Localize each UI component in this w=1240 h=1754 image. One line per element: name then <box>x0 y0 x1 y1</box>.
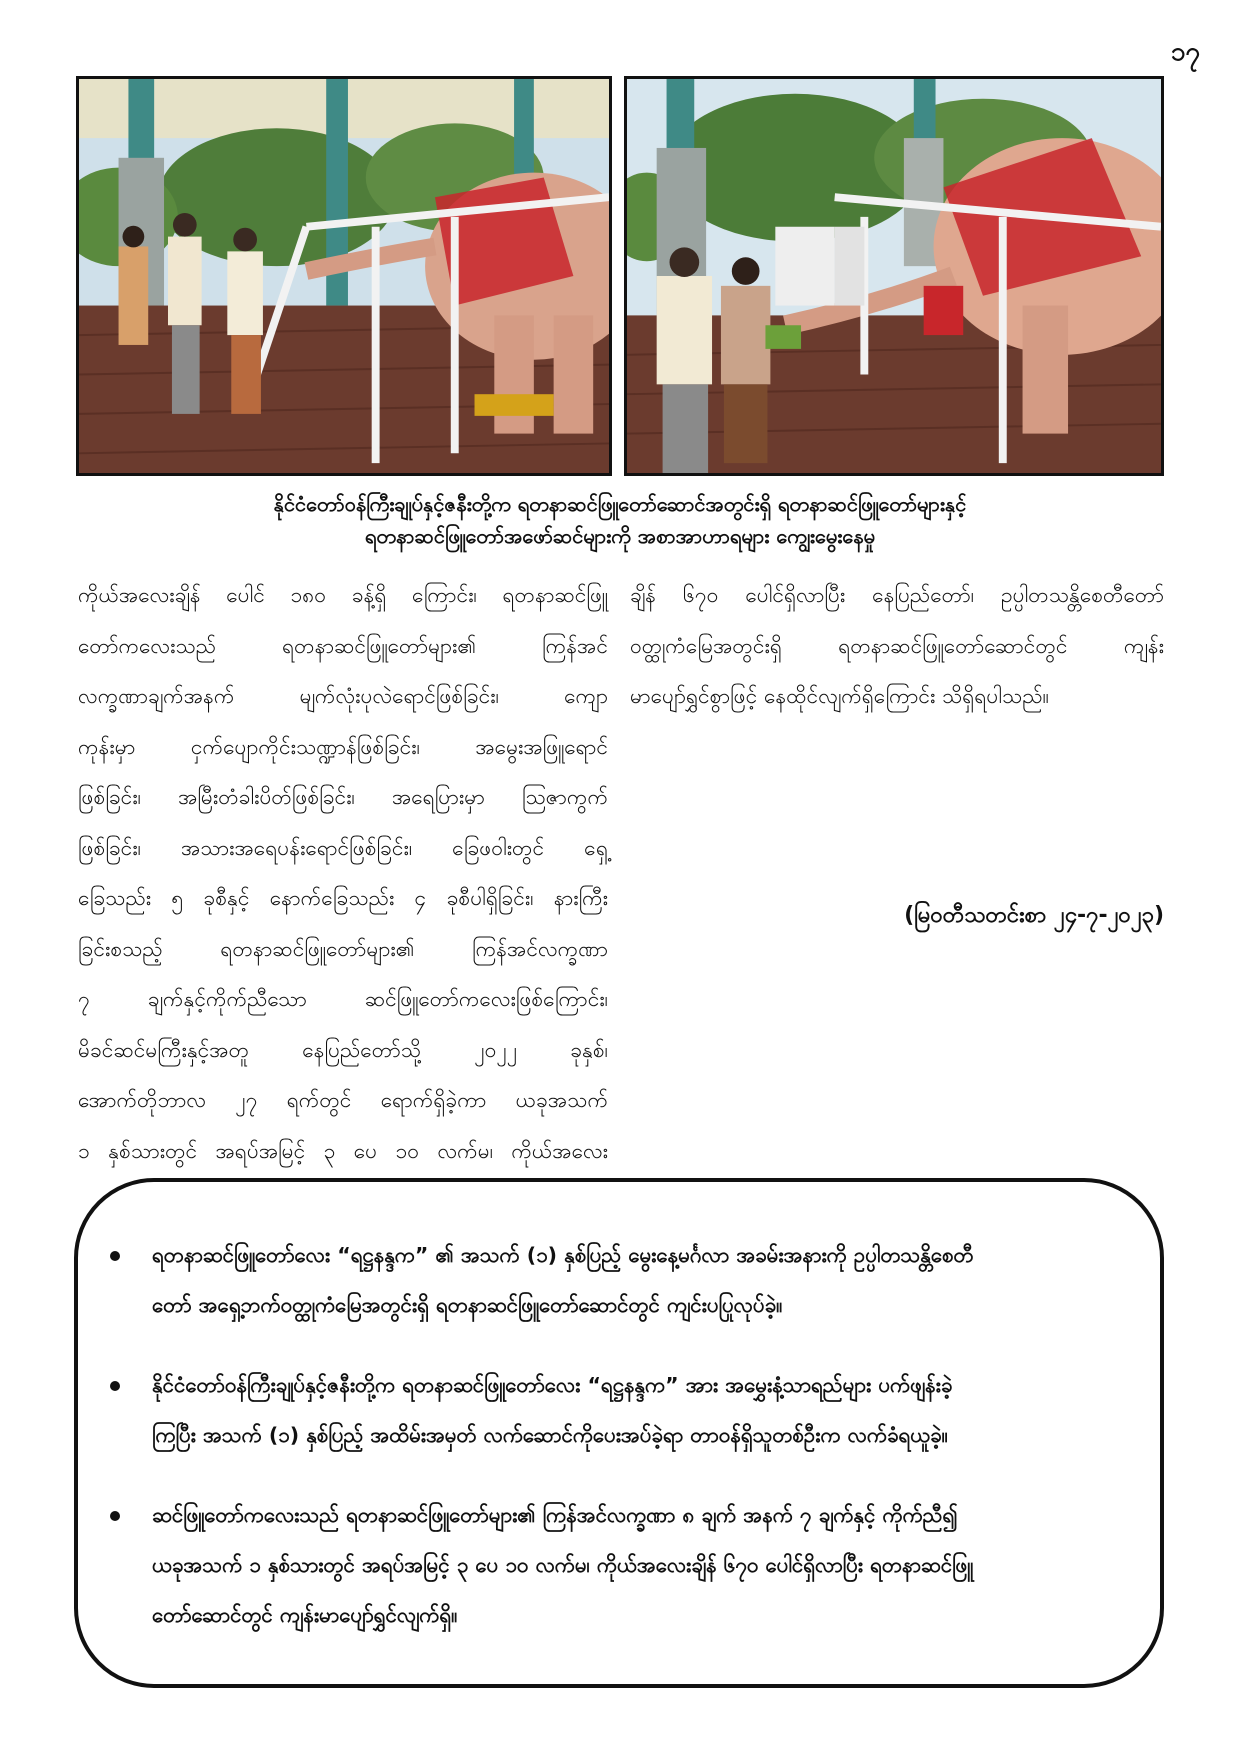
article-line: ၇ ချက်နှင့်ကိုက်ညီသော ဆင်ဖြူတော်ကလေးဖြစ်ကြောင်း၊ <box>78 987 608 1011</box>
article-line: လက္ခဏာချက်အနက် မျက်လုံးပုလဲရောင်ဖြစ်ခြင်း၊ ကျော <box>78 684 608 708</box>
bullet-dot-icon <box>110 1381 120 1391</box>
article-line: မာပျော်ရွှင်စွာဖြင့် နေထိုင်လျက်ရှိကြောင်း သိရှိရပါသည်။ <box>630 684 1049 708</box>
article-line: ခြေသည်း ၅ ခုစီနှင့် နောက်ခြေသည်း ၄ ခုစီပါရှိခြင်း၊ နားကြီး <box>78 886 608 910</box>
article-line: ဖြစ်ခြင်း၊ အသားအရေပန်းရောင်ဖြစ်ခြင်း၊ ခြေဖဝါးတွင် ရှေ့ <box>78 835 608 860</box>
article-line: တော်ကလေးသည် ရတနာဆင်ဖြူတော်များ၏ ကြန်အင် <box>78 633 608 658</box>
photo-caption <box>76 488 1164 552</box>
article-column-right <box>630 570 1164 722</box>
bullet-line: ဆင်ဖြူတော်ကလေးသည် ရတနာဆင်ဖြူတော်များ၏ ကြန်အင်လက္ခဏာ ၈ ချက် အနက် ၇ ချက်နှင့် ကိုက်ညီ၍ <box>152 1503 958 1527</box>
bullet-line: ကြပြီး အသက် (၁) နှစ်ပြည့် အထိမ်းအမှတ် လက်ဆောင်ကိုပေးအပ်ခဲ့ရာ တာဝန်ရှိသူတစ်ဦးက လက်ခံရယူခဲ့။ <box>152 1423 948 1447</box>
article-line: မိခင်ဆင်မကြီးနှင့်အတူ နေပြည်တော်သို့ ၂၀၂၂ ခုနှစ်၊ <box>78 1037 608 1062</box>
summary-bullet-3 <box>110 1490 1140 1640</box>
bullet-line: တော် အရှေ့ဘက်ဝတ္ထုကံမြေအတွင်းရှိ ရတနာဆင်ဖြူတော်ဆောင်တွင် ကျင်းပပြုလုပ်ခဲ့။ <box>152 1293 783 1317</box>
article-line: ခြင်းစသည့် ရတနာဆင်ဖြူတော်များ၏ ကြန်အင်လက္ခဏာ <box>78 936 608 961</box>
photo-left-feeding-elephant <box>76 76 612 476</box>
caption-line-1: နိုင်ငံတော်ဝန်ကြီးချုပ်နှင့်ဇနီးတို့က ရတနာဆင်ဖြူတော်ဆောင်အတွင်းရှိ ရတနာဆင်ဖြူတော်များနှင့် <box>273 492 967 516</box>
bullet-line: နိုင်ငံတော်ဝန်ကြီးချုပ်နှင့်ဇနီးတို့က ရတနာဆင်ဖြူတော်လေး “ရဋ္ဌနန္ဒက” အား အမွှေးနံ့သာရည်များ ပက်ဖျန်းခဲ့ <box>152 1373 953 1397</box>
article-line: အောက်တိုဘာလ ၂၇ ရက်တွင် ရောက်ရှိခဲ့ကာ ယခုအသက် <box>78 1088 608 1112</box>
summary-bullets <box>110 1230 1140 1670</box>
article-line: ကုန်းမှာ ငှက်ပျောကိုင်းသဏ္ဍာန်ဖြစ်ခြင်း၊ အမွေးအဖြူရောင် <box>78 734 608 759</box>
bullet-line: တော်ဆောင်တွင် ကျန်းမာပျော်ရွှင်လျက်ရှိ။ <box>152 1603 458 1627</box>
news-source: (မြဝတီသတင်းစာ ၂၄-၇-၂၀၂၃) <box>904 903 1164 928</box>
photo-right-feeding-elephant <box>624 76 1164 476</box>
article-line: ကိုယ်အလေးချိန် ပေါင် ၁၈၀ ခန့်ရှိ ကြောင်း၊ ရတနာဆင်ဖြူ <box>78 583 608 607</box>
page-number: ၁၇ <box>1170 37 1200 67</box>
bullet-line: ရတနာဆင်ဖြူတော်လေး “ရဋ္ဌနန္ဒက” ၏ အသက် (၁) နှစ်ပြည့် မွေးနေ့မင်္ဂလာ အခမ်းအနားကို ဥပ္ပါတသန္တိစေတီ <box>152 1243 974 1267</box>
photo-right-image <box>627 79 1161 473</box>
article-column-left <box>78 570 608 1176</box>
article-line: ဝတ္ထုကံမြေအတွင်းရှိ ရတနာဆင်ဖြူတော်ဆောင်တွင် ကျန်း <box>630 633 1164 658</box>
article-line: ချိန် ၆၇၀ ပေါင်ရှိလာပြီး နေပြည်တော်၊ ဥပ္ပါတသန္တိစေတီတော် <box>630 583 1164 607</box>
summary-bullet-2 <box>110 1360 1140 1460</box>
bullet-dot-icon <box>110 1251 120 1261</box>
bullet-dot-icon <box>110 1511 120 1521</box>
caption-line-2: ရတနာဆင်ဖြူတော်အဖော်ဆင်များကို အစာအာဟာရများ ကျွေးမွေးနေမှု <box>365 524 875 548</box>
article-line: ၁ နှစ်သားတွင် အရပ်အမြင့် ၃ ပေ ၁၀ လက်မ၊ ကိုယ်အလေး <box>78 1138 608 1163</box>
article-line: ဖြစ်ခြင်း၊ အမြီးတံခါးပိတ်ဖြစ်ခြင်း၊ အရေပြားမှာ သြဇာကွက် <box>78 785 608 809</box>
photo-left-image <box>79 79 609 473</box>
bullet-line: ယခုအသက် ၁ နှစ်သားတွင် အရပ်အမြင့် ၃ ပေ ၁၀ လက်မ၊ ကိုယ်အလေးချိန် ၆၇၀ ပေါင်ရှိလာပြီး ရတနာဆင်ဖြူ <box>152 1553 974 1577</box>
summary-bullet-1 <box>110 1230 1140 1330</box>
